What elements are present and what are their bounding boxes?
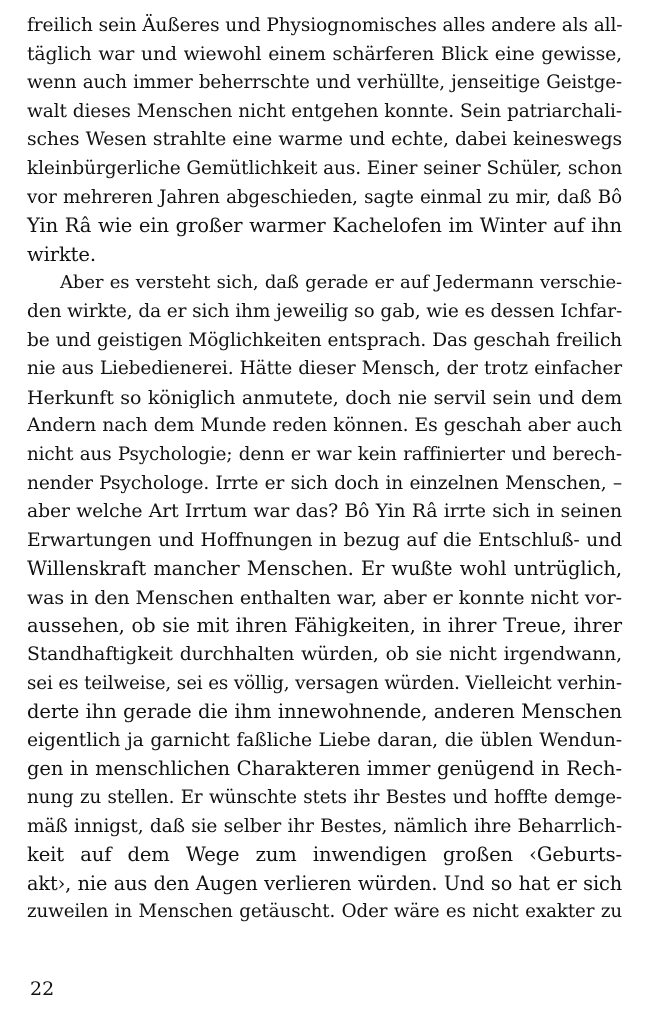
text-line: was in den Menschen enthalten war, aber er konnte nicht vor- [27, 586, 622, 609]
text-line: nung zu stellen. Er wünschte stets ihr Bestes und hoffte demge- [27, 787, 622, 809]
text-line: täglich war und wiewohl einem schärferen Blick eine gewisse, [27, 43, 622, 65]
text-line: Erwartungen und Hoffnungen in bezug auf die Entschluß- und [27, 529, 622, 551]
text-line: vor mehreren Jahren abgeschieden, sagte einmal zu mir, daß Bô [27, 186, 622, 208]
text-line: nie aus Liebedienerei. Hätte dieser Mensch, der trotz einfacher [27, 358, 622, 380]
text-line: walt dieses Menschen nicht entgehen konnte. Sein patriarchali- [27, 100, 622, 122]
text-line: Herkunft so königlich anmutete, doch nie servil sein und dem [27, 386, 622, 409]
text-line: aber welche Art Irrtum war das? Bô Yin Râ irrte sich in seinen [27, 501, 622, 523]
text-line: Aber es versteht sich, daß gerade er auf Jedermann verschie- [60, 272, 622, 294]
text-line: sei es teilweise, sei es völlig, versagen würden. Vielleicht verhin- [27, 672, 622, 694]
text-line: Willenskraft mancher Menschen. Er wußte wohl untrüglich, [27, 557, 622, 581]
text-line: akt›, nie aus den Augen verlieren würden. Und so hat er sich [27, 871, 622, 895]
page-number: 22 [30, 978, 55, 1000]
text-line: nender Psychologe. Irrte er sich doch in einzelnen Menschen, – [27, 472, 622, 494]
text-line: gen in menschlichen Charakteren immer genügend in Rech- [27, 757, 622, 781]
text-line: aussehen, ob sie mit ihren Fähigkeiten, in ihrer Treue, ihrer [27, 614, 622, 638]
text-line: mäß innigst, daß sie selber ihr Bestes, nämlich ihre Beharrlich- [27, 815, 622, 837]
text-line: sches Wesen strahlte eine warme und echte, dabei keineswegs [27, 129, 622, 151]
text-line: eigentlich ja garnicht faßliche Liebe daran, die üblen Wendun- [27, 729, 622, 751]
book-page [27, 12, 622, 927]
text-line: wenn auch immer beherrschte und verhüllte, jenseitige Geistge- [27, 72, 622, 94]
text-line: den wirkte, da er sich ihm jeweilig so gab, wie es dessen Ichfar- [27, 300, 623, 322]
paragraph-1 [27, 12, 622, 269]
text-line: keit auf dem Wege zum inwendigen großen ‹Geburts- [27, 843, 622, 867]
text-line: derte ihn gerade die ihm innewohnende, anderen Menschen [27, 700, 622, 724]
text-line: Yin Râ wie ein großer warmer Kachelofen im Winter auf ihn [27, 214, 622, 238]
text-line: freilich sein Äußeres und Physiognomisches alles andere als all- [27, 15, 623, 36]
paragraph-2 [27, 269, 622, 927]
text-line: wirkte. [27, 242, 96, 266]
text-line: Andern nach dem Munde reden können. Es geschah aber auch [27, 415, 622, 437]
text-line: be und geistigen Möglichkeiten entsprach. Das geschah freilich [27, 329, 622, 351]
text-line: Standhaftigkeit durchhalten würden, ob sie nicht irgendwann, [27, 644, 622, 666]
text-line: kleinbürgerliche Gemütlichkeit aus. Einer seiner Schüler, schon [27, 157, 623, 179]
text-line: nicht aus Psychologie; denn er war kein raffinierter und berech- [27, 443, 622, 465]
text-line: zuweilen in Menschen getäuscht. Oder wäre es nicht exakter zu [27, 901, 622, 923]
